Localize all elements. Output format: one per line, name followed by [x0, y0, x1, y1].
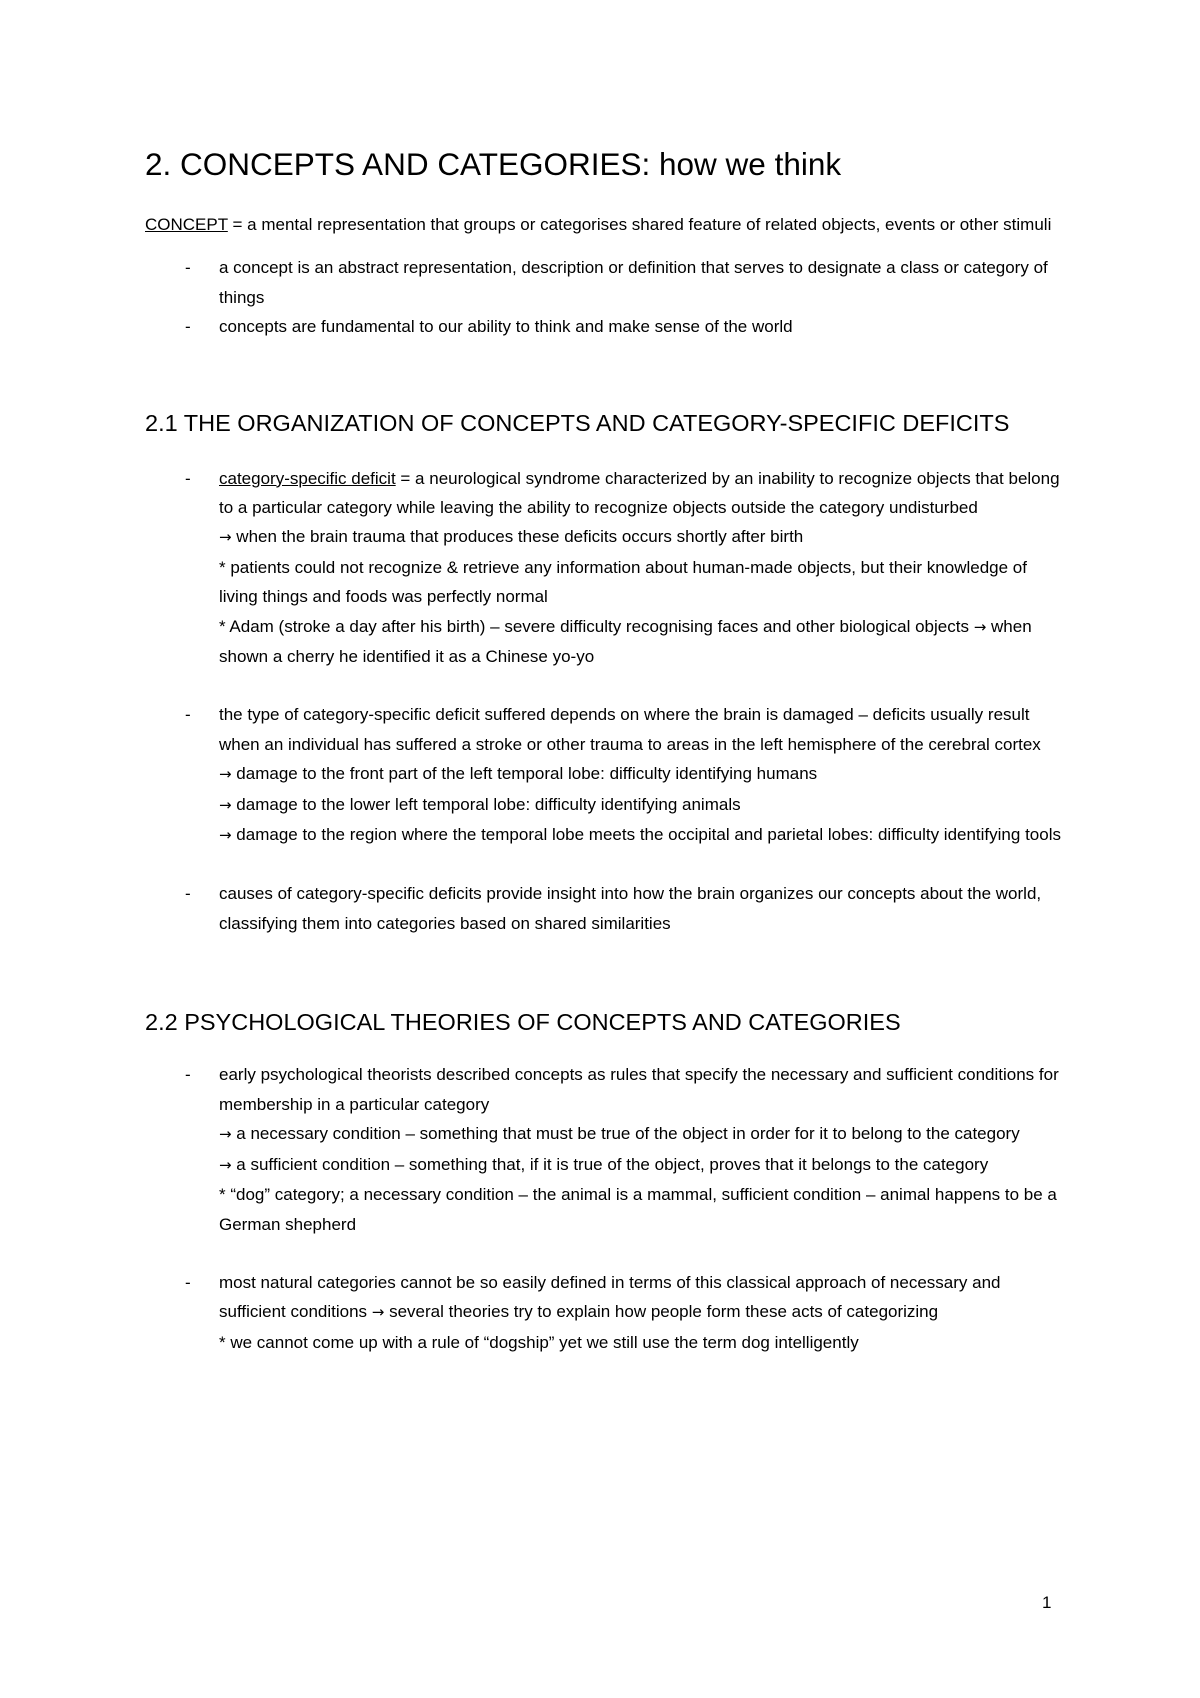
concept-definition [145, 210, 1070, 239]
arrow-line [219, 790, 1070, 820]
deficit-definition: = a neurological syndrome characterized by an inability to recognize objects that belong to a particular category while leaving the ability to recognize objects outside the category undisturbed [219, 468, 1060, 518]
section-heading: 2.1 THE ORGANIZATION OF CONCEPTS AND CATEGORY-SPECIFIC DEFICITS [145, 410, 1010, 437]
arrow-text: when the brain trauma that produces these deficits occurs shortly after birth [231, 527, 804, 547]
arrow-line [219, 1150, 1070, 1180]
list-item: - concepts are fundamental to our ability to think and make sense of the world [145, 312, 1070, 341]
arrow-text: damage to the front part of the left temporal lobe: difficulty identifying humans [231, 764, 818, 784]
arrow-icon: → [973, 617, 987, 636]
list-item [145, 1268, 1070, 1357]
example-note [219, 612, 1070, 672]
arrow-line [219, 522, 1070, 552]
arrow-text: damage to the region where the temporal lobe meets the occipital and parietal lobes: difficulty identifying tools [231, 825, 1061, 845]
bullet-main-text [219, 1268, 1070, 1328]
list-item [145, 1060, 1070, 1238]
definition-term: CONCEPT [145, 214, 228, 234]
definition-text: = a mental representation that groups or categorises shared feature of related objects, events or other stimuli [227, 214, 1052, 234]
section1-bullet-list [145, 464, 1070, 939]
list-item: - a concept is an abstract representation, description or definition that serves to designate a class or category of things [145, 253, 1070, 312]
list-item [145, 879, 1070, 938]
arrow-icon: → [219, 795, 232, 814]
arrow-icon: → [219, 826, 232, 845]
list-item [145, 464, 1070, 672]
page-number: 1 [1042, 1593, 1052, 1612]
section-heading: 2.2 PSYCHOLOGICAL THEORIES OF CONCEPTS AND CATEGORIES [145, 1009, 901, 1036]
arrow-line [219, 820, 1070, 850]
bullet-main-text [219, 464, 1070, 523]
example-text: when shown a cherry he identified it as a Chinese yo-yo [219, 616, 1032, 667]
arrow-icon: → [219, 528, 232, 547]
intro-bullet-list [145, 253, 1070, 341]
bullet-main-text: - the type of category-specific deficit suffered depends on where the brain is damaged – deficits usually result when an individual has suffered a stroke or other trauma to areas in the left hemisphere of the cerebral cortex [219, 705, 1041, 754]
document-body [145, 146, 1070, 1357]
list-item [145, 700, 1070, 850]
deficit-term: category-specific deficit [219, 468, 396, 488]
arrow-icon: → [371, 1303, 385, 1322]
example-text: * Adam (stroke a day after his birth) – severe difficulty recognising faces and other biological objects [219, 616, 974, 636]
bullet-text: several theories try to explain how people form these acts of categorizing [384, 1302, 939, 1322]
bullet-main-text: - causes of category-specific deficits provide insight into how the brain organizes our concepts about the world, classifying them into categories based on shared similarities [219, 884, 1042, 933]
arrow-icon: → [219, 1155, 232, 1174]
bullet-text: most natural categories cannot be so easily defined in terms of this classical approach of necessary and sufficient conditions [219, 1272, 1001, 1322]
arrow-icon: → [219, 1125, 232, 1144]
bullet-main-text: - early psychological theorists described concepts as rules that specify the necessary and sufficient conditions for membership in a particular category [219, 1065, 1059, 1114]
section2-bullet-list [145, 1060, 1070, 1357]
arrow-text: damage to the lower left temporal lobe: difficulty identifying animals [231, 794, 741, 814]
arrow-icon: → [219, 765, 232, 784]
example-note: * “dog” category; a necessary condition – the animal is a mammal, sufficient condition – animal happens to be a German shepherd [219, 1185, 1057, 1234]
arrow-line [219, 1119, 1070, 1149]
arrow-text: a sufficient condition – something that, if it is true of the object, proves that it belongs to the category [231, 1154, 989, 1174]
arrow-line [219, 759, 1070, 789]
arrow-text: a necessary condition – something that must be true of the object in order for it to belong to the category [231, 1124, 1020, 1144]
page-title: 2. CONCEPTS AND CATEGORIES: how we think [145, 146, 842, 182]
example-note: * we cannot come up with a rule of “dogship” yet we still use the term dog intelligently [219, 1332, 859, 1352]
example-note: * patients could not recognize & retrieve any information about human-made objects, but their knowledge of living things and foods was perfectly normal [219, 557, 1027, 607]
